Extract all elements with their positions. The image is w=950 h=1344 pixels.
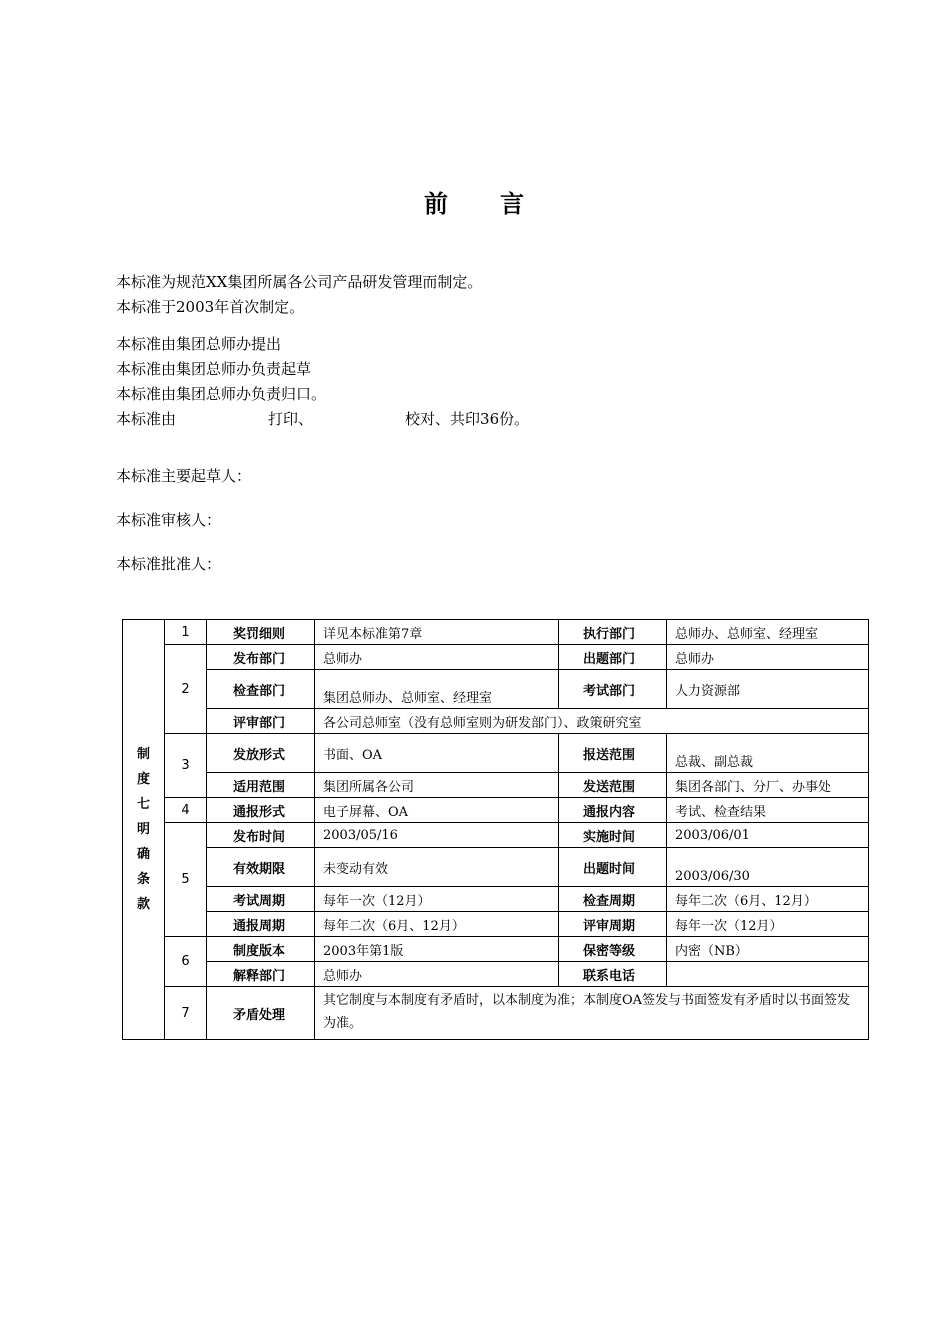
table-row xyxy=(123,773,869,798)
group-number: 4 xyxy=(165,798,207,823)
field-value: 总师办 xyxy=(667,645,869,670)
field-label: 通报内容 xyxy=(559,798,667,823)
field-label: 制度版本 xyxy=(207,937,315,962)
field-label: 发放形式 xyxy=(207,734,315,773)
field-label: 检查部门 xyxy=(207,670,315,709)
field-value: 每年二次（6月、12月） xyxy=(315,912,559,937)
table-row xyxy=(123,937,869,962)
side-label-char: 款 xyxy=(136,897,150,912)
side-label-char: 制 xyxy=(136,747,150,762)
field-value: 内密（NB） xyxy=(667,937,869,962)
approver-line: 本标准批准人： xyxy=(116,555,222,573)
field-label: 发布部门 xyxy=(207,645,315,670)
field-label: 评审周期 xyxy=(559,912,667,937)
title-char-left: 前 xyxy=(424,190,450,218)
table-row xyxy=(123,887,869,912)
field-label: 发布时间 xyxy=(207,823,315,848)
table-row xyxy=(123,709,869,734)
field-label: 出题时间 xyxy=(559,848,667,887)
field-value: 集团所属各公司 xyxy=(315,773,559,798)
field-label: 适用范围 xyxy=(207,773,315,798)
field-value: 2003/05/16 xyxy=(315,823,559,848)
printing-prefix: 本标准由 xyxy=(116,410,177,428)
field-label: 通报形式 xyxy=(207,798,315,823)
field-value: 总裁、副总裁 xyxy=(667,734,869,773)
field-value: 每年二次（6月、12月） xyxy=(667,887,869,912)
paragraph-drafted-by: 本标准由集团总师办负责起草 xyxy=(116,360,312,378)
field-value: 2003/06/30 xyxy=(667,848,869,887)
field-label: 考试部门 xyxy=(559,670,667,709)
printing-middle: 打印、 xyxy=(268,410,314,428)
field-label: 发送范围 xyxy=(559,773,667,798)
group-number: 2 xyxy=(165,645,207,734)
page-title xyxy=(0,184,950,219)
field-value: 电子屏幕、OA xyxy=(315,798,559,823)
side-label-char: 条 xyxy=(136,872,150,887)
field-label: 实施时间 xyxy=(559,823,667,848)
table-row xyxy=(123,670,869,709)
group-number: 5 xyxy=(165,823,207,937)
field-value: 未变动有效 xyxy=(315,848,559,887)
printing-suffix: 校对、共印36份。 xyxy=(405,410,530,428)
title-char-right: 言 xyxy=(500,190,526,218)
table-row xyxy=(123,620,869,645)
field-label: 矛盾处理 xyxy=(207,987,315,1040)
paragraph-printing xyxy=(116,409,529,429)
table-row xyxy=(123,912,869,937)
field-value: 人力资源部 xyxy=(667,670,869,709)
table-row xyxy=(123,734,869,773)
table-row xyxy=(123,823,869,848)
field-value: 每年一次（12月） xyxy=(667,912,869,937)
field-value: 每年一次（12月） xyxy=(315,887,559,912)
reviewer-line: 本标准审核人： xyxy=(116,511,222,529)
field-label: 联系电话 xyxy=(559,962,667,987)
field-value: 2003年第1版 xyxy=(315,937,559,962)
table-row xyxy=(123,798,869,823)
field-label: 奖罚细则 xyxy=(207,620,315,645)
field-label: 保密等级 xyxy=(559,937,667,962)
table-row xyxy=(123,962,869,987)
group-number: 3 xyxy=(165,734,207,798)
field-label: 出题部门 xyxy=(559,645,667,670)
drafter-line: 本标准主要起草人： xyxy=(116,467,252,485)
table-row xyxy=(123,645,869,670)
group-number: 1 xyxy=(165,620,207,645)
field-value: 总师办、总师室、经理室 xyxy=(667,620,869,645)
group-number: 6 xyxy=(165,937,207,987)
side-label-char: 度 xyxy=(136,772,150,787)
field-value: 其它制度与本制度有矛盾时，以本制度为准；本制度OA签发与书面签发有矛盾时以书面签发为准。 xyxy=(315,987,869,1040)
field-value: 详见本标准第7章 xyxy=(315,620,559,645)
field-label: 报送范围 xyxy=(559,734,667,773)
field-label: 检查周期 xyxy=(559,887,667,912)
field-value: 集团各部门、分厂、办事处 xyxy=(667,773,869,798)
field-value: 总师办 xyxy=(315,962,559,987)
field-value: 总师办 xyxy=(315,645,559,670)
paragraph-purpose: 本标准为规范XX集团所属各公司产品研发管理而制定。 xyxy=(116,273,483,291)
field-label: 有效期限 xyxy=(207,848,315,887)
side-label-char: 七 xyxy=(136,797,150,812)
side-label-cell xyxy=(123,620,165,1040)
table-row xyxy=(123,987,869,1040)
field-value: 考试、检查结果 xyxy=(667,798,869,823)
paragraph-first-issued: 本标准于2003年首次制定。 xyxy=(116,298,305,316)
paragraph-managed-by: 本标准由集团总师办负责归口。 xyxy=(116,385,327,403)
field-label: 通报周期 xyxy=(207,912,315,937)
side-label-char: 确 xyxy=(136,847,150,862)
field-value: 书面、OA xyxy=(315,734,559,773)
field-label: 评审部门 xyxy=(207,709,315,734)
paragraph-proposed-by: 本标准由集团总师办提出 xyxy=(116,335,282,353)
field-value xyxy=(667,962,869,987)
field-value: 集团总师办、总师室、经理室 xyxy=(315,670,559,709)
field-label: 解释部门 xyxy=(207,962,315,987)
group-number: 7 xyxy=(165,987,207,1040)
field-value: 各公司总师室（没有总师室则为研发部门）、政策研究室 xyxy=(315,709,869,734)
field-label: 执行部门 xyxy=(559,620,667,645)
regulation-table xyxy=(122,619,869,1040)
table-row xyxy=(123,848,869,887)
field-label: 考试周期 xyxy=(207,887,315,912)
side-label-char: 明 xyxy=(136,822,150,837)
field-value: 2003/06/01 xyxy=(667,823,869,848)
